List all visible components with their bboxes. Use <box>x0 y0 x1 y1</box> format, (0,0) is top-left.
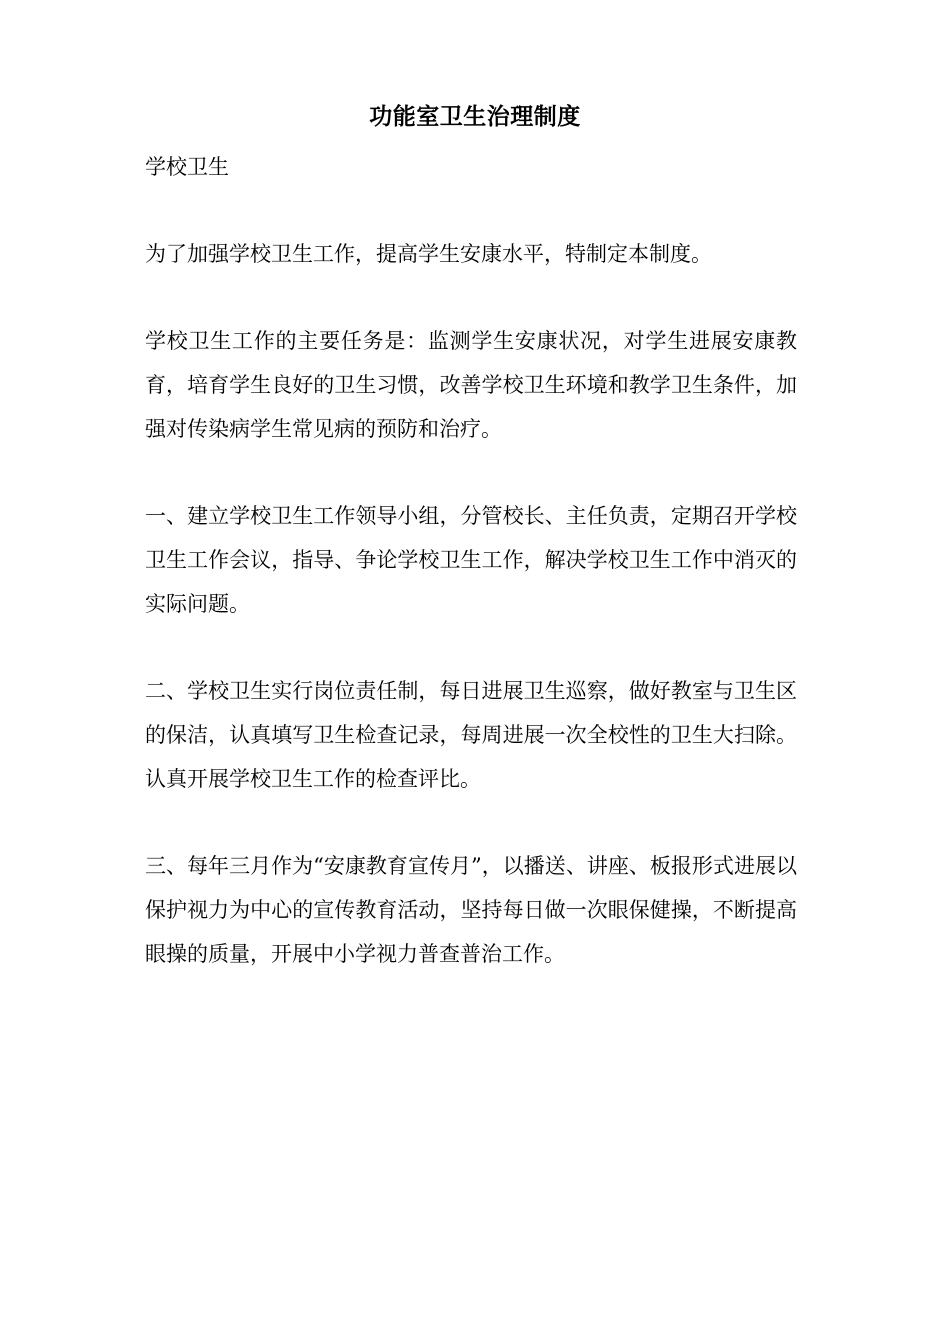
paragraph-main-tasks: 学校卫生工作的主要任务是：监测学生安康状况，对学生进展安康教育，培育学生良好的卫生习惯，改善学校卫生环境和教学卫生条件，加强对传染病学生常见病的预防和治疗。 <box>145 329 797 441</box>
paragraph-intro: 为了加强学校卫生工作，提高学生安康水平，特制定本制度。 <box>145 242 712 266</box>
paragraph-item-2: 二、学校卫生实行岗位责任制，每日进展卫生巡察，做好教室与卫生区的保洁，认真填写卫生检查记录，每周进展一次全校性的卫生大扫除。认真开展学校卫生工作的检查评比。 <box>145 679 797 791</box>
paragraph-item-3: 三、每年三月作为“安康教育宣传月”，以播送、讲座、板报形式进展以保护视力为中心的宣传教育活动，坚持每日做一次眼保健操，不断提高眼操的质量，开展中小学视力普查普治工作。 <box>145 854 797 966</box>
document-title: 功能室卫生治理制度 <box>369 103 581 130</box>
document-subtitle: 学校卫生 <box>145 155 229 179</box>
paragraph-item-1: 一、建立学校卫生工作领导小组，分管校长、主任负责，定期召开学校卫生工作会议，指导、争论学校卫生工作，解决学校卫生工作中消灭的实际问题。 <box>145 504 797 616</box>
document-body <box>145 145 797 976</box>
